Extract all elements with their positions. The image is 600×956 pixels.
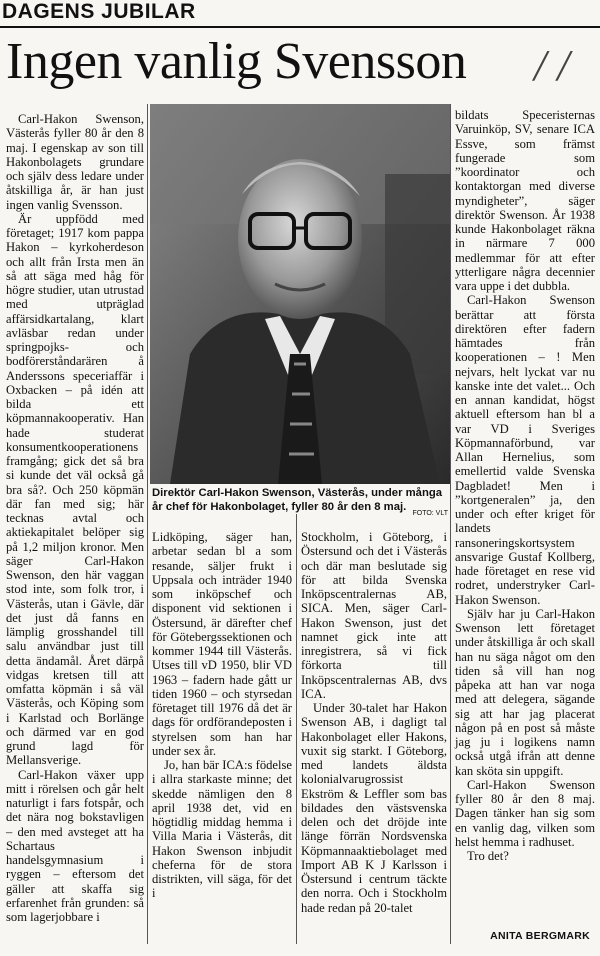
paragraph: Under 30-talet har Hakon Swenson AB, i dagligt tal Hakonbolaget eller Hakons, vuxit sig starkt. I Göteborg, med landets äldsta kolonialvarugrossist Ekström & Leffler som bas bildades den västsvenska delen och det dröjde inte länge förrän Nordsvenska Köpmannaaktiebolaget med Import AB K J Karlsson i Östersund i centrum täckte den norra. Och i Stockholm hade redan på 20-talet [301, 701, 447, 915]
article-column-1 [6, 112, 144, 924]
paragraph: Stockholm, i Göteborg, i Östersund och det i Västerås och där man beslutade sig för att bilda Svenska Inköpscentralernas AB, SICA. Men, säger Carl-Hakon Swenson, just det namnet gick inte att inregistrera, så vi fick förkorta till Inköpscentralernas AB, dvs ICA. [301, 530, 447, 701]
paragraph: Carl-Hakon Swenson berättar att första direktören efter fadern hämtades från kooperationen – ! Men nejvars, helt lyckat var nu kanske inte det valet... Och en annan kandidat, högst aktuell eftersom han bl a var VD i Sveriges Köpmannaförbund, var Allan Hernelius, som emellertid valde Svenska Dagbladet! Men i ”kortgeneralen” ja, den under och efter kriget för landets ransoneringskortsystem ansvarige Gustaf Kollberg, hade företaget en rese vid rodret, understryker Carl-Hakon Swenson. [455, 293, 595, 607]
paragraph: Carl-Hakon Swenson fyller 80 år den 8 maj. Dagen tänker han sig som en vanlig dag, vilken som helst hemma i radhuset. [455, 777, 595, 849]
article-column-3 [301, 530, 447, 915]
column-divider [450, 104, 451, 944]
paragraph: bildats Speceristernas Varuinköp, SV, senare ICA Essve, som främst fungerade som ”koordinator och kontaktorgan med diverse myndigheter”, säger direktör Swenson. År 1938 kunde Hakonbolaget räkna in närmare 7 000 medlemmar för att efter ytterligare några decennier vara uppe i det dubbla. [455, 108, 595, 293]
paragraph: Är uppfödd med företaget; 1917 kom pappa Hakon – kyrkoherdeson och allt från Irsta men än så att säga med håg för högre studier, utan utrustad med utpräglad affärsidkartalang, klart avläsbar redan under springpojks- och bodförerståndarären å Anderssons speceriaffär i Oxbacken – på idén att bilda ett köpmannakooperativ. Han hade studerat konsumentkooperationens framgång; gick det så bra si kunde det väl också gå bra så?. Och 250 köpmän där fan med sig; här tecknas avtal och aktiekapitalet belöper sig på 1,2 miljon kronor. Men säger Carl-Hakon Swenson, den här vaggan stod inte, som folk tror, i Västerås, utan i Gävle, där det just då fanns en lämplig grosshandel till salu användbar just till detta ändamål. Året därpå vidgas kretsen till att omfatta köpmän i så väl Västerås, och Köping som i Karlstad och Borlänge och därmed var en god grund lagd för Mellansverige. [6, 211, 144, 768]
kicker-rule [0, 26, 600, 28]
paragraph: Jo, han bär ICA:s födelse i allra starkaste minne; det skedde nämligen den 8 april 1938 det, vid en högtidlig middag hemma i Villa Maria i Västerås, dit Hakon Swenson inbjudit cheferna för de stora distrikten, vill säga, för det i [152, 758, 292, 901]
headline: Ingen vanlig Svensson [6, 33, 467, 90]
paragraph: Lidköping, säger han, arbetar sedan bl a som resande, säljer frukt i Uppsala och inträder 1940 som inköpschef och disponent vid sektionen i Östersund, är därefter chef för Götebergssektionen och kommer 1944 till Västerås. Utses till vD 1950, blir VD 1963 – fadern hade gått ur tiden 1960 – och styrsedan företaget till 1976 då det är dags för ordförandeposten i styrelsen som han har under sex år. [152, 530, 292, 758]
caption-text: Direktör Carl-Hakon Swenson, Västerås, under många år chef för Hakonbolaget, fyller 80 år den 8 maj. [152, 487, 443, 513]
portrait-photo [150, 104, 450, 484]
paragraph: Själv har ju Carl-Hakon Swenson lett företaget under åtskilliga år och skall han nu säga något om den tiden så vill han nog påpeka att han var noga med att delegera, sägande sig att har jag placerat någon på en post så måste jag ju i logikens namn också utgå ifrån att denne kan sköta sin uppgift. [455, 606, 595, 778]
article-column-2 [152, 530, 292, 901]
column-divider [147, 104, 148, 944]
paragraph: Carl-Hakon växer upp mitt i rörelsen och går helt naturligt i fars fotspår, och det nära nog bokstavligen – den med avsteget att ha Schartaus handelsgymnasium i ryggen – eftersom det gäller att skaffa sig erfarenhet från grunden: så som lagerjobbare i [6, 767, 144, 924]
photo-caption [152, 486, 448, 521]
column-divider [296, 514, 297, 944]
paragraph: Tro det? [467, 849, 509, 863]
article-column-4 [455, 108, 595, 863]
handwritten-mark: / / [534, 41, 570, 90]
section-kicker: DAGENS JUBILAR [2, 0, 196, 23]
paragraph: Carl-Hakon Swenson, Västerås fyller 80 år den 8 maj. I egenskap av son till Hakonbolagets grundare och själv dess ledare under åtskilliga år, är han just ingen vanlig Svensson. [6, 112, 144, 212]
photo-credit: FOTO: VLT [412, 510, 448, 517]
byline: ANITA BERGMARK [490, 930, 590, 942]
